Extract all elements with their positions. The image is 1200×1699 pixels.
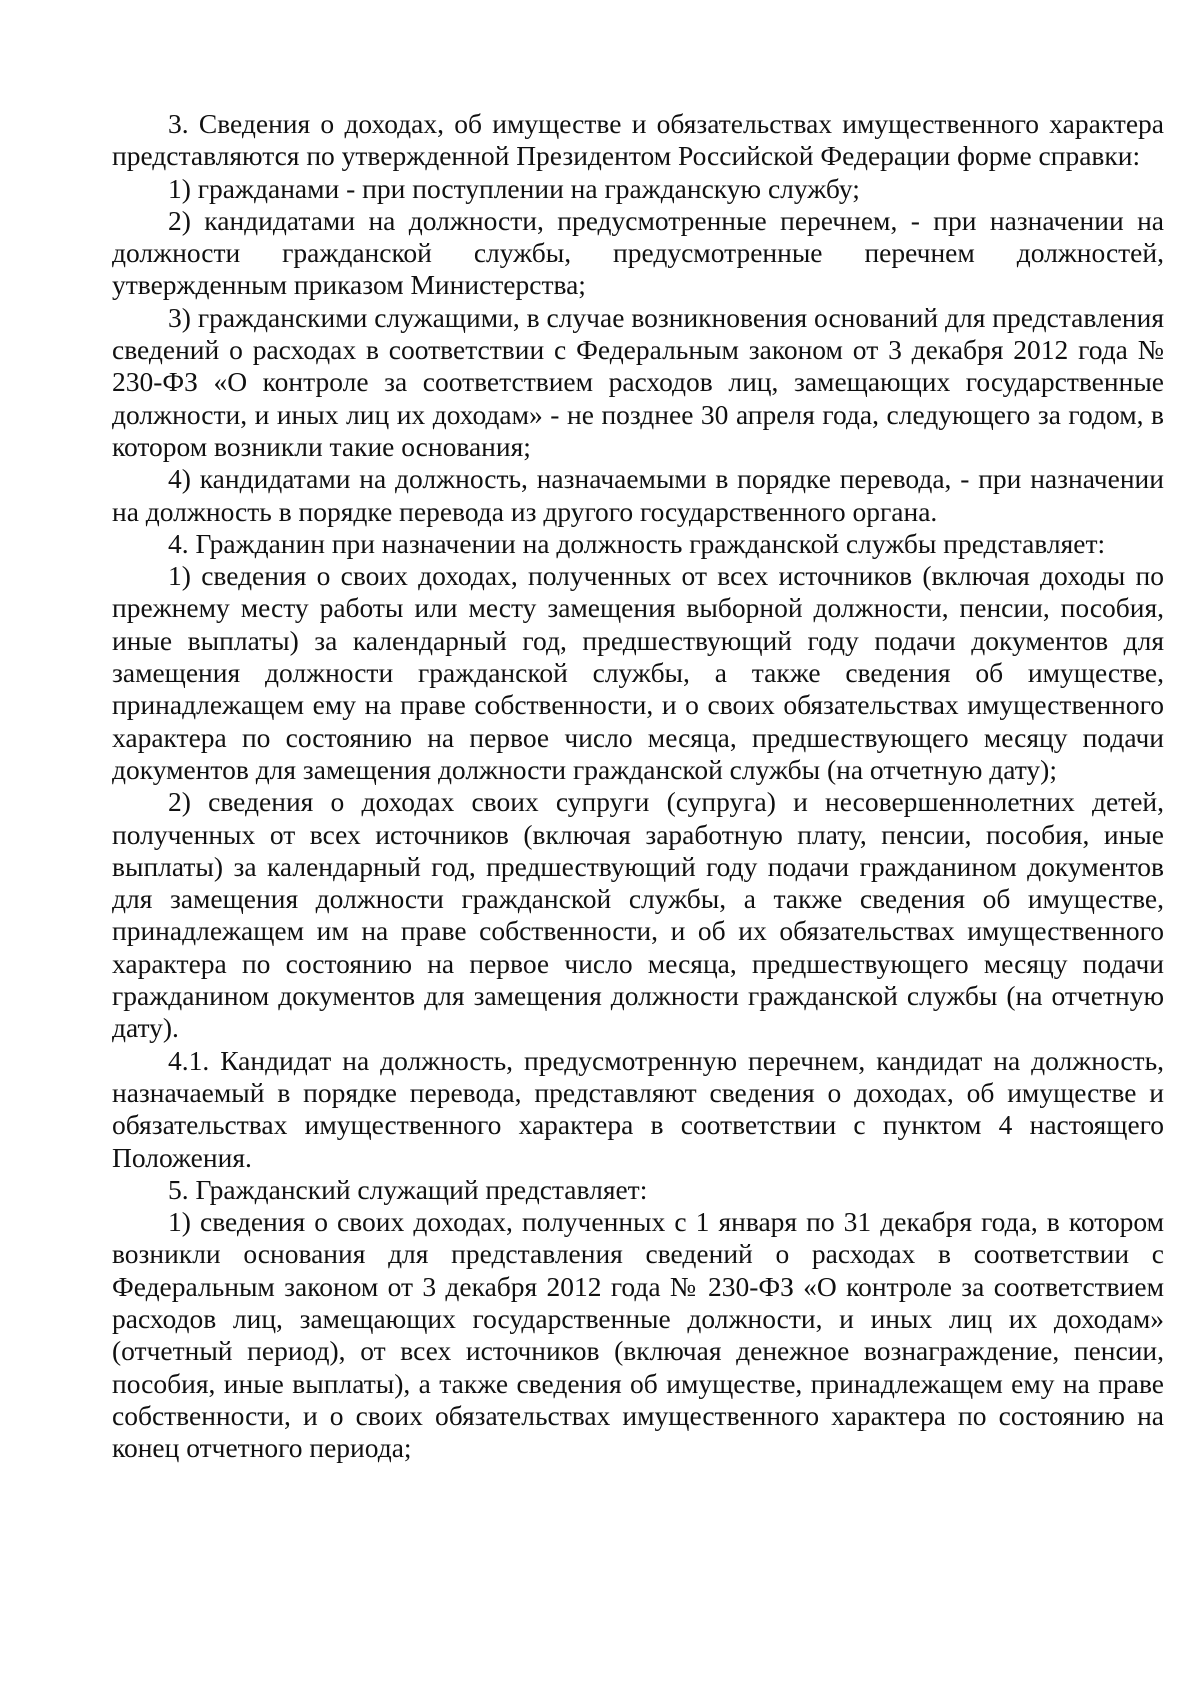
paragraph-3-item-2: 2) кандидатами на должности, предусмотренные перечнем, - при назначении на должности гражданской службы, предусмотренные перечнем должностей, утвержденным приказом Министерства; bbox=[112, 204, 1164, 301]
paragraph-5-item-1: 1) сведения о своих доходах, полученных с 1 января по 31 декабря года, в котором возникли основания для представления сведений о расходах в соответствии с Федеральным законом от 3 декабря 2012 года № 230-ФЗ «О контроле за соответствием расходов лиц, замещающих государственные должности, и иных лиц их доходам» (отчетный период), от всех источников (включая денежное вознаграждение, пенсии, пособия, иные выплаты), а также сведения об имуществе, принадлежащем ему на праве собственности, и о своих обязательствах имущественного характера по состоянию на конец отчетного периода; bbox=[112, 1206, 1164, 1464]
paragraph-5: 5. Гражданский служащий представляет: bbox=[168, 1173, 648, 1205]
paragraph-4-1: 4.1. Кандидат на должность, предусмотренную перечнем, кандидат на должность, назначаемый в порядке перевода, представляют сведения о доходах, об имуществе и обязательствах имущественного характера в соответствии с пунктом 4 настоящего Положения. bbox=[112, 1044, 1164, 1173]
paragraph-3-item-3: 3) гражданскими служащими, в случае возникновения оснований для представления сведений о расходах в соответствии с Федеральным законом от 3 декабря 2012 года № 230-ФЗ «О контроле за соответствием расходов лиц, замещающих государственные должности, и иных лиц их доходам» - не позднее 30 апреля года, следующего за годом, в котором возникли такие основания; bbox=[112, 301, 1164, 462]
paragraph-3: 3. Сведения о доходах, об имуществе и обязательствах имущественного характера представляются по утвержденной Президентом Российской Федерации форме справки: bbox=[112, 108, 1164, 172]
document-body bbox=[112, 108, 1164, 1464]
paragraph-3-item-4: 4) кандидатами на должность, назначаемыми в порядке перевода, - при назначении на должность в порядке перевода из другого государственного органа. bbox=[112, 463, 1164, 527]
paragraph-3-item-1: 1) гражданами - при поступлении на гражданскую службу; bbox=[168, 172, 860, 204]
paragraph-4: 4. Гражданин при назначении на должность гражданской службы представляет: bbox=[168, 527, 1106, 559]
paragraph-4-item-1: 1) сведения о своих доходах, полученных от всех источников (включая доходы по прежнему месту работы или месту замещения выборной должности, пенсии, пособия, иные выплаты) за календарный год, предшествующий году подачи документов для замещения должности гражданской службы, а также сведения об имуществе, принадлежащем ему на праве собственности, и о своих обязательствах имущественного характера по состоянию на первое число месяца, предшествующего месяцу подачи документов для замещения должности гражданской службы (на отчетную дату); bbox=[112, 560, 1164, 785]
paragraph-4-item-2: 2) сведения о доходах своих супруги (супруга) и несовершеннолетних детей, полученных от всех источников (включая заработную плату, пенсии, пособия, иные выплаты) за календарный год, предшествующий году подачи гражданином документов для замещения должности гражданской службы, а также сведения об имуществе, принадлежащем им на праве собственности, и об их обязательствах имущественного характера по состоянию на первое число месяца, предшествующего месяцу подачи гражданином документов для замещения должности гражданской службы (на отчетную дату). bbox=[112, 786, 1164, 1044]
